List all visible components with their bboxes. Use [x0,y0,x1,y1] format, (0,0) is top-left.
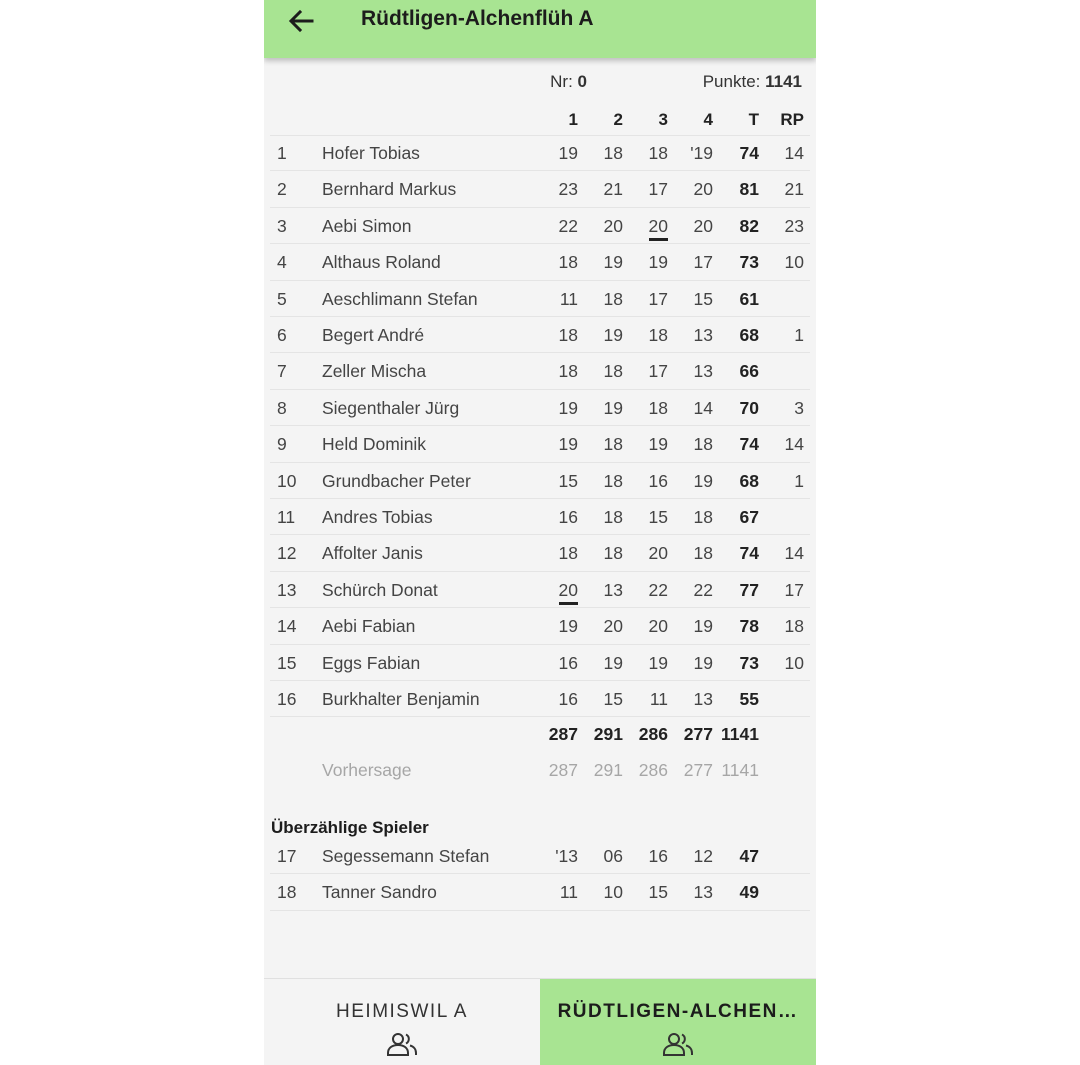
rank-points: 18 [784,616,804,637]
totals-row [270,724,810,754]
player-name: Aebi Simon [322,215,412,236]
back-arrow-icon[interactable] [286,6,316,36]
score-total: 82 [739,215,759,236]
score-round-2: 19 [603,325,623,345]
score-total: 74 [739,543,759,564]
player-number: 15 [277,652,297,673]
score-round-4: 13 [693,325,713,345]
score-total: 78 [739,616,759,637]
score-round-1: 18 [558,325,578,345]
player-number: 14 [277,616,297,637]
score-round-1: 18 [558,543,578,564]
score-round-1: 22 [558,215,578,236]
score-round-4: 20 [693,215,713,236]
player-name: Eggs Fabian [322,652,421,673]
table-row [270,353,810,389]
nr-label: Nr: [550,72,573,91]
score-round-1: 19 [558,397,578,418]
prediction-round-3: 286 [638,760,668,780]
score-round-3: 17 [648,179,668,200]
score-total: 55 [739,689,759,709]
score-round-2: 20 [603,215,623,236]
score-round-4: 17 [693,252,713,273]
punkte-number: 1141 [765,72,802,91]
score-round-3: 11 [649,689,668,709]
player-name: Begert André [322,325,425,345]
score-total: 73 [739,252,759,273]
score-round-1: 16 [558,507,578,527]
score-round-1: 18 [558,361,578,382]
score-round-2: 18 [603,543,623,564]
column-header-2: 2 [613,110,623,129]
score-round-2: 13 [603,579,623,600]
score-round-4: 19 [693,652,713,673]
tab-ruedtligen-alchenflueh[interactable] [540,979,816,1065]
score-round-3: 16 [648,470,668,491]
table-row [270,171,810,207]
score-round-4: 18 [693,434,713,455]
table-row [270,317,810,353]
player-number: 12 [277,543,297,564]
rank-points: 10 [784,652,804,673]
score-round-3: 16 [648,846,668,866]
score-round-4: 13 [693,882,713,903]
rank-points: 14 [784,434,804,455]
rank-points: 1 [794,470,804,491]
table-row [270,681,810,717]
column-header-1: 1 [568,110,578,129]
score-total: 73 [739,652,759,673]
prediction-total: 1141 [721,760,759,780]
score-total: 68 [739,470,759,491]
score-total: 49 [739,882,759,903]
score-round-4: 13 [693,689,713,709]
rank-points: 3 [794,397,804,418]
player-name: Grundbacher Peter [322,470,471,491]
score-round-1: 11 [559,288,578,309]
score-round-4: '19 [690,143,713,163]
player-number: 18 [277,882,297,903]
player-number: 7 [277,361,287,382]
score-round-3: 19 [648,434,668,455]
score-round-4: 19 [693,616,713,637]
score-round-1: 19 [558,143,578,163]
table-row [270,244,810,280]
page-title: Rüdtligen-Alchenflüh A [361,7,594,30]
score-total: 67 [739,507,759,527]
table-row [270,572,810,608]
column-header-3: 3 [658,110,668,129]
player-number: 6 [277,325,287,345]
total-round-2: 291 [593,724,623,744]
score-round-2: 18 [603,434,623,455]
bottom-navigation [264,978,816,1065]
summary-row [270,58,810,90]
score-round-4: 22 [693,579,713,600]
player-number: 8 [277,397,287,418]
prediction-round-4: 277 [683,760,713,780]
player-number: 9 [277,434,287,455]
player-name: Affolter Janis [322,543,423,564]
score-round-3: 18 [648,143,668,163]
score-round-2: 21 [603,179,623,200]
player-name: Bernhard Markus [322,179,457,200]
rank-points: 23 [784,215,804,236]
score-total: 77 [739,579,759,600]
player-number: 17 [277,846,297,866]
score-round-2: 18 [603,143,623,163]
score-round-3: 19 [648,652,668,673]
column-header-4: 4 [703,110,713,129]
tab-heimiswil[interactable] [264,979,540,1065]
score-round-2: 18 [603,288,623,309]
phone-screen [264,0,816,1065]
group-icon [661,1031,695,1057]
table-row [270,838,810,874]
prediction-label: Vorhersage [322,760,412,780]
score-round-2: 19 [603,652,623,673]
score-total: 47 [739,846,759,866]
player-number: 16 [277,689,297,709]
score-round-3: 15 [648,882,668,903]
player-number: 4 [277,252,287,273]
rank-points: 21 [784,179,804,200]
score-round-3: 22 [648,579,668,600]
score-round-4: 15 [693,288,713,309]
table-row [270,135,810,171]
table-row [270,874,810,910]
score-round-4: 18 [693,507,713,527]
nr-number: 0 [577,72,587,91]
table-row [270,463,810,499]
score-round-1: 20 [559,580,578,605]
score-round-2: 19 [603,397,623,418]
score-round-2: 10 [603,882,623,903]
score-round-1: 16 [558,689,578,709]
player-number: 1 [277,143,287,163]
score-total: 66 [739,361,759,382]
score-round-4: 14 [693,397,713,418]
player-number: 13 [277,579,297,600]
score-round-3: 18 [648,397,668,418]
score-round-1: '13 [555,846,578,866]
player-name: Siegenthaler Jürg [322,397,460,418]
player-number: 2 [277,179,287,200]
prediction-row [270,760,810,790]
table-row [270,499,810,535]
score-round-3: 17 [648,288,668,309]
tab-label: RÜDTLIGEN-ALCHEN… [557,1001,799,1022]
column-header-rp: RP [780,110,804,129]
player-name: Burkhalter Benjamin [322,689,480,709]
score-round-2: 20 [603,616,623,637]
score-round-4: 13 [693,361,713,382]
table-row [270,208,810,244]
player-name: Tanner Sandro [322,882,437,903]
table-row [270,535,810,571]
total-sum: 1141 [721,724,759,744]
score-round-1: 19 [558,434,578,455]
score-total: 74 [739,143,759,163]
score-total: 68 [739,325,759,345]
player-number: 10 [277,470,297,491]
score-round-2: 06 [603,846,623,866]
table-row [270,426,810,462]
score-total: 74 [739,434,759,455]
player-name: Hofer Tobias [322,143,420,163]
table-row [270,281,810,317]
prediction-round-2: 291 [593,760,623,780]
group-icon [385,1031,419,1057]
player-number: 5 [277,288,287,309]
tab-label: HEIMISWIL A [336,1001,468,1022]
player-number: 3 [277,215,287,236]
total-round-4: 277 [683,724,713,744]
score-round-3: 20 [648,616,668,637]
rank-points: 14 [784,543,804,564]
score-round-3: 17 [648,361,668,382]
score-round-3: 19 [648,252,668,273]
score-total: 81 [739,179,759,200]
player-number: 11 [277,507,296,527]
player-name: Andres Tobias [322,507,433,527]
player-name: Aebi Fabian [322,616,416,637]
player-name: Schürch Donat [322,579,438,600]
score-total: 61 [739,288,759,309]
score-round-2: 18 [603,361,623,382]
column-header-total: T [748,110,759,129]
score-round-3: 15 [648,507,668,527]
score-round-4: 18 [693,543,713,564]
nr-value [550,72,587,92]
score-round-3: 18 [648,325,668,345]
score-round-4: 12 [693,846,713,866]
player-name: Aeschlimann Stefan [322,288,478,309]
total-round-1: 287 [548,724,578,744]
score-round-2: 18 [603,507,623,527]
score-round-4: 20 [693,179,713,200]
app-bar [264,0,816,58]
player-name: Segessemann Stefan [322,846,490,866]
score-round-1: 11 [559,882,578,903]
extra-players-heading: Überzählige Spieler [271,818,429,837]
score-round-3: 20 [649,216,668,241]
player-name: Zeller Mischa [322,361,427,382]
player-name: Held Dominik [322,434,427,455]
table-row [270,390,810,426]
total-round-3: 286 [638,724,668,744]
table-row [270,645,810,681]
rank-points: 10 [784,252,804,273]
score-round-2: 18 [603,470,623,491]
score-total: 70 [739,397,759,418]
score-round-1: 23 [558,179,578,200]
score-round-1: 16 [558,652,578,673]
score-round-2: 15 [603,689,623,709]
rank-points: 17 [784,579,804,600]
score-round-1: 18 [558,252,578,273]
table-row [270,608,810,644]
rank-points: 14 [784,143,804,163]
score-round-1: 15 [558,470,578,491]
score-round-3: 20 [648,543,668,564]
punkte-label: Punkte: [702,72,761,91]
rank-points: 1 [794,325,804,345]
punkte-value [703,72,802,92]
prediction-round-1: 287 [548,760,578,780]
column-headers [270,104,810,136]
score-round-1: 19 [558,616,578,637]
player-name: Althaus Roland [322,252,441,273]
score-round-2: 19 [603,252,623,273]
score-round-4: 19 [693,470,713,491]
